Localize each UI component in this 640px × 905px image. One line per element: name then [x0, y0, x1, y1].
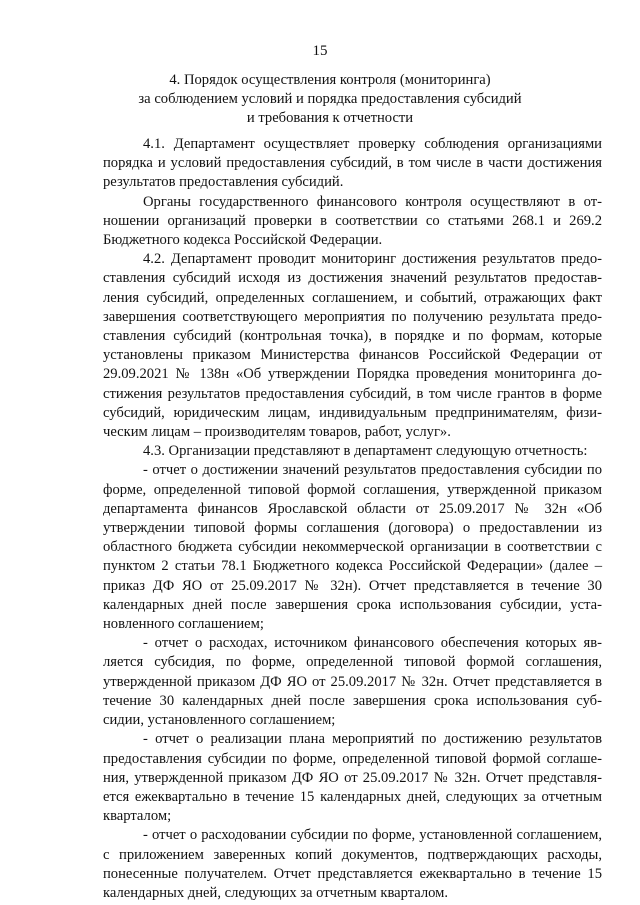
report-item-subsidy-spending: - отчет о расходовании субсидии по форме, установленной соглашением, с приложением заверенных копий документов, подтверждающих расходы, понесенные получателем. Отчет представляется ежеквартально в течение 15 календарных дней, следующих за отчетным кварталом. — [103, 827, 602, 901]
report-item-expenses: - отчет о расходах, источником финансового обеспечения которых является субсидия, по форме, определенной типовой формой соглашения, утвержденной приказом ДФ ЯО от 25.09.2017 № 32н. Отчет представляется в течение 30 календарных дней после завершения срока использования субсидии, установленного соглашением; — [103, 635, 602, 729]
paragraph-4-3: 4.3. Организации представляют в департамент следующую отчетность: — [143, 443, 588, 460]
section-heading-line-3: и требования к отчетности — [246, 110, 414, 126]
paragraph-4-1: 4.1. Департамент осуществляет проверку соблюдения организациями порядка и условий предоставления субсидий, в том числе в части достижения результатов предоставления субсидий. — [103, 136, 602, 191]
section-heading-line-2: за соблюдением условий и порядка предоставления субсидий — [138, 91, 522, 107]
paragraph-4-2: 4.2. Департамент проводит мониторинг достижения результатов предоставления субсидий исходя из достижения значений результатов предоставления субсидий, определенных соглашением, и событий, отражающих факт завершения соответствующего мероприятия по получению результата предоставления субсидий (контрольная точка), в порядке и по формам, которые установлены приказом Министерства финансов Российской Федерации от 29.09.2021 № 138н «Об утверждении Порядка проведения мониторинга достижения результатов предоставления субсидий, в том числе грантов в форме субсидий, юридическим лицам, индивидуальным предпринимателям, физическим лицам – производителям товаров, работ, услуг». — [103, 251, 602, 441]
section-heading-line-1: 4. Порядок осуществления контроля (мониторинга) — [169, 72, 491, 88]
report-item-results: - отчет о достижении значений результатов предоставления субсидии по форме, определенной типовой формой соглашения, утвержденной приказом департамента финансов Ярославской области от 25.09.2017 № 32н «Об утверждении типовой формы соглашения (договора) о предоставлении из областного бюджета субсидии некоммерческой организации в соответствии с пунктом 2 статьи 78.1 Бюджетного кодекса Российской Федерации» (далее – приказ ДФ ЯО от 25.09.2017 № 32н). Отчет представляется в течение 30 календарных дней после завершения срока использования субсидии, установленного соглашением; — [103, 462, 602, 633]
paragraph-state-control: Органы государственного финансового контроля осуществляют в отношении организаций проверки в соответствии со статьями 268.1 и 269.2 Бюджетного кодекса Российской Федерации. — [103, 193, 602, 249]
document-body — [103, 135, 602, 903]
page-number: 15 — [312, 43, 328, 59]
section-heading — [100, 71, 560, 128]
report-item-action-plan: - отчет о реализации плана мероприятий по достижению результатов предоставления субсидии по форме, определенной типовой формой соглашения, утвержденной приказом ДФ ЯО от 25.09.2017 № 32н. Отчет представляется ежеквартально в течение 15 календарных дней, следующих за отчетным кварталом; — [103, 731, 602, 825]
